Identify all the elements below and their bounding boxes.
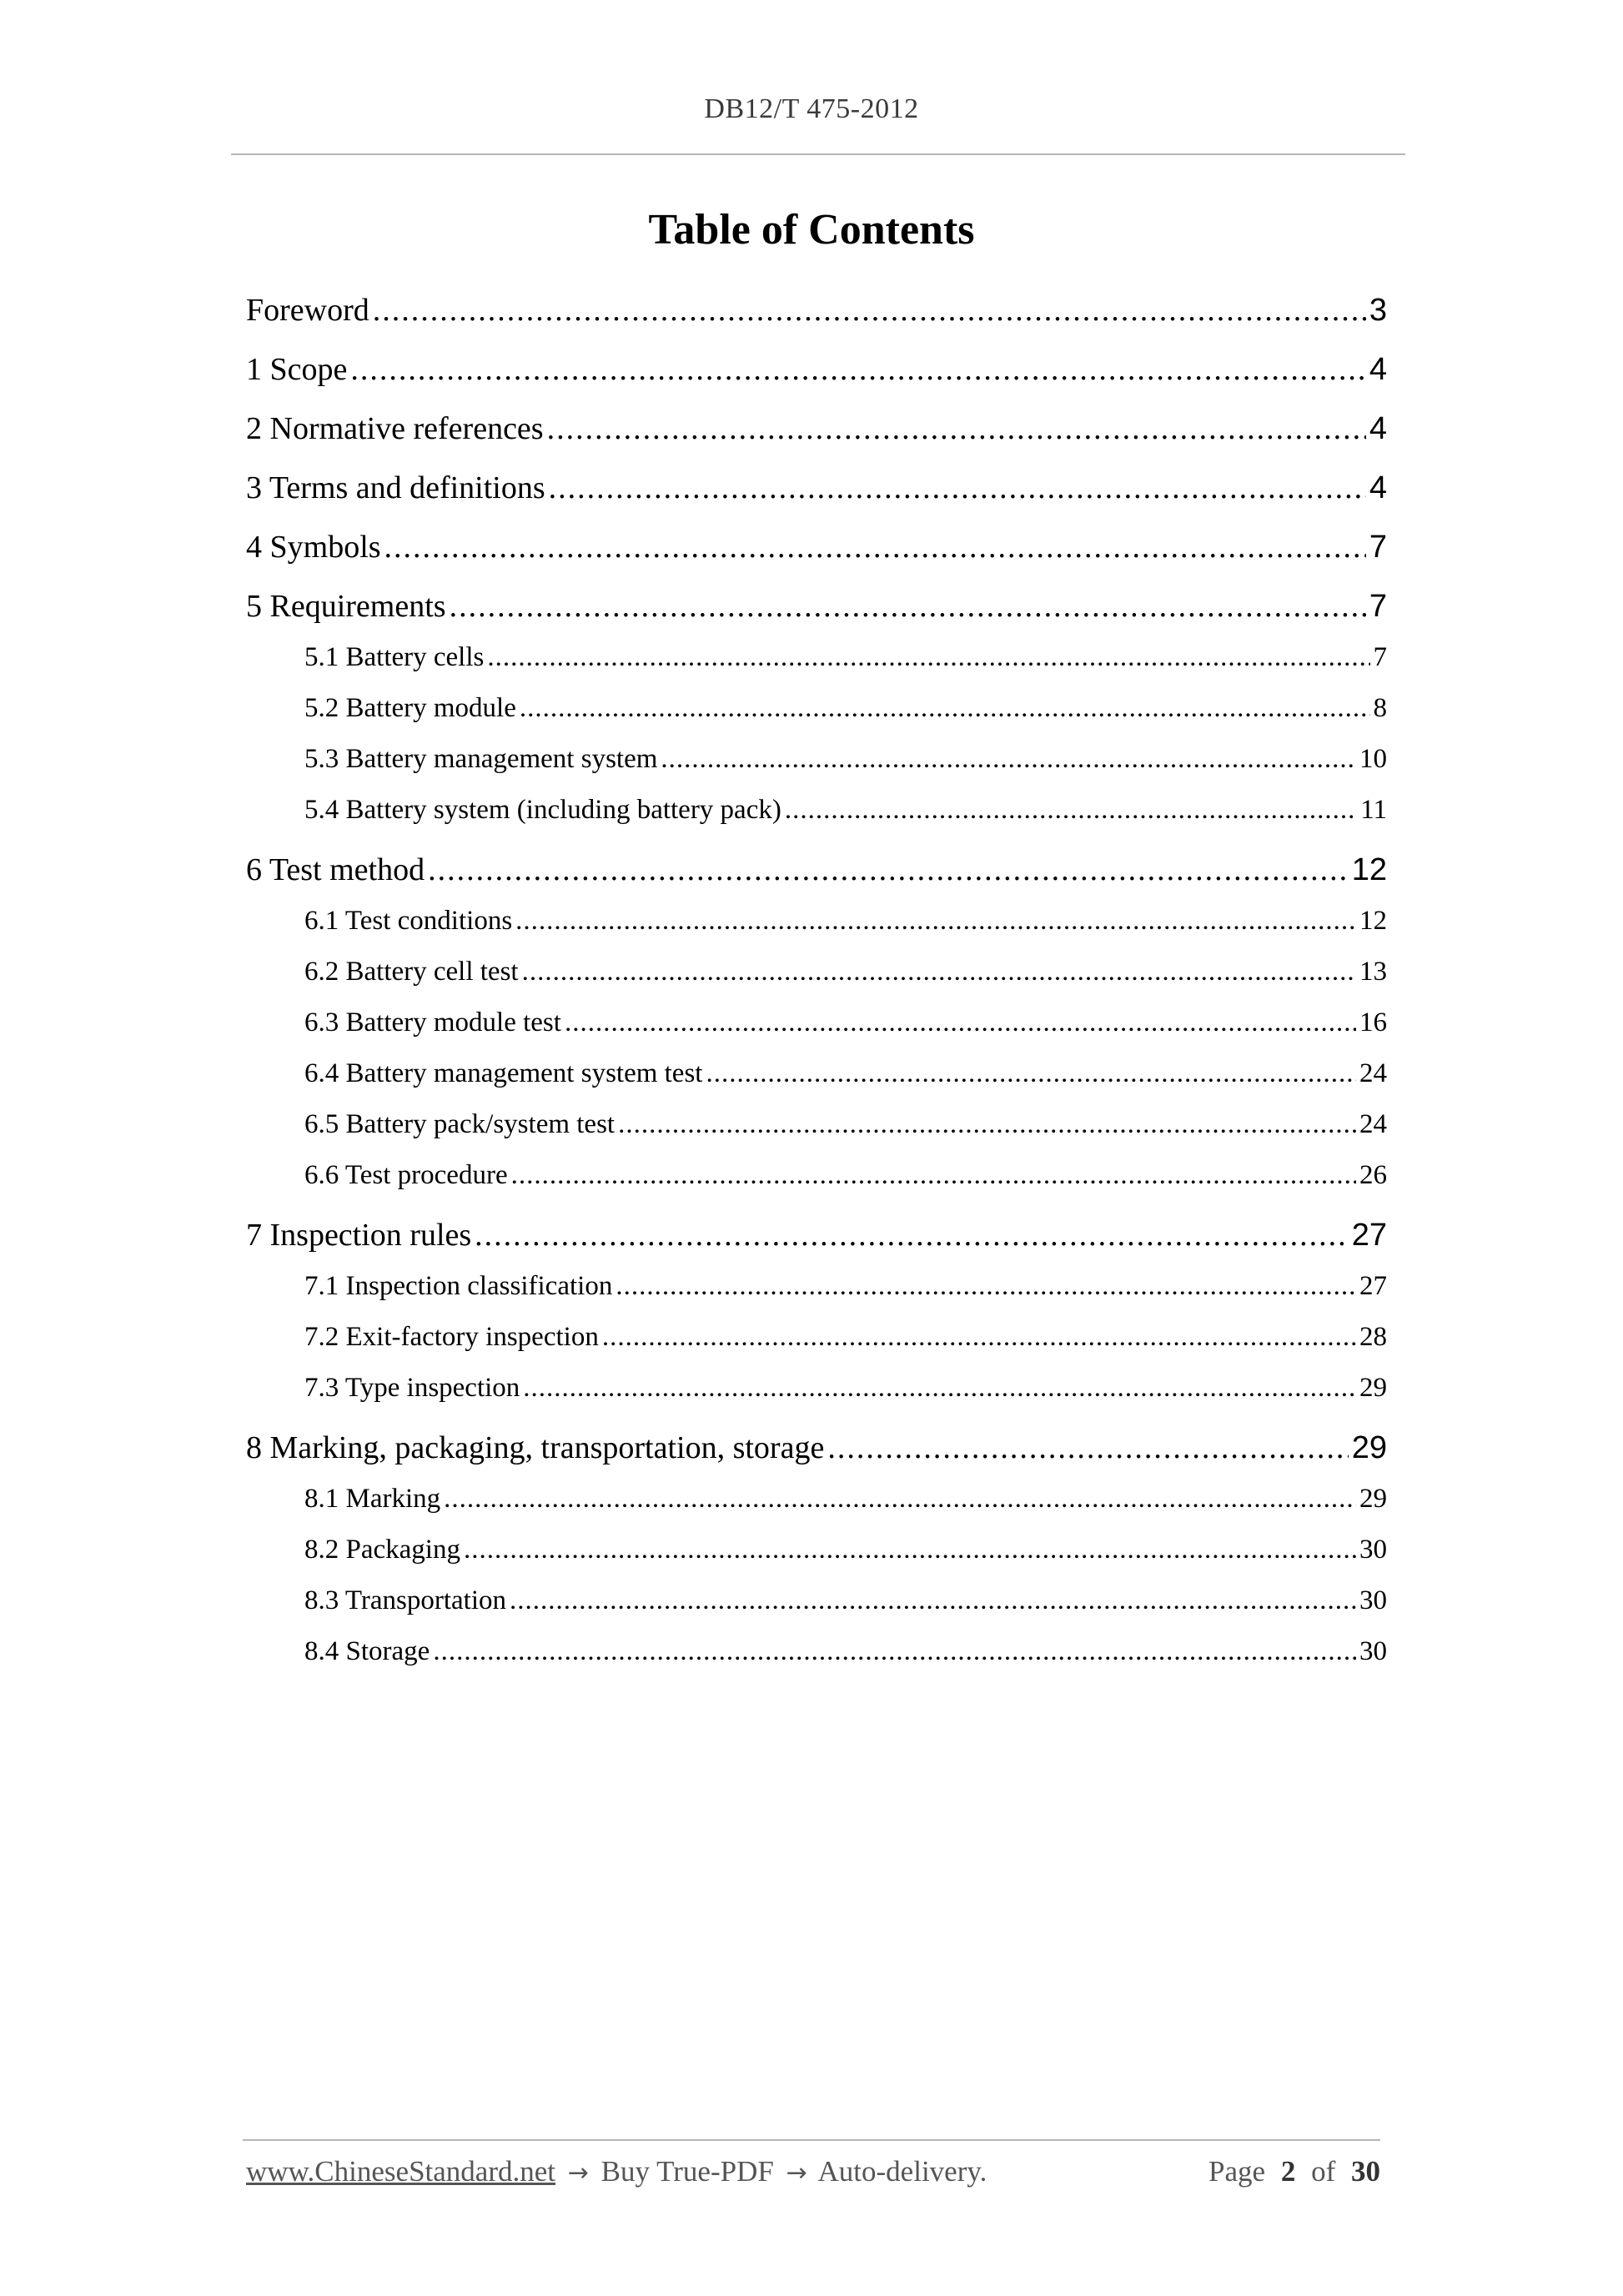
toc-entry-scope[interactable] <box>246 351 1387 393</box>
page-footer <box>246 2155 1380 2188</box>
dot-leader <box>444 1484 1356 1515</box>
toc-entry-page: 26 <box>1359 1160 1387 1190</box>
dot-leader <box>450 588 1366 625</box>
toc-entry-label: Foreword <box>246 293 369 328</box>
toc-entry-packaging[interactable] <box>304 1535 1387 1571</box>
toc-entry-marking-packaging[interactable] <box>246 1429 1387 1471</box>
toc-entry-page: 13 <box>1359 957 1387 987</box>
toc-entry-page: 16 <box>1359 1007 1387 1037</box>
page-indicator <box>1208 2155 1380 2188</box>
footer-divider <box>243 2139 1380 2141</box>
toc-entry-battery-cells[interactable] <box>304 642 1387 679</box>
toc-entry-normative-references[interactable] <box>246 410 1387 452</box>
dot-leader <box>384 529 1366 565</box>
toc-entry-terms-and-definitions[interactable] <box>246 470 1387 511</box>
toc-entry-label: 6.6 Test procedure <box>304 1160 508 1190</box>
toc-entry-page: 30 <box>1359 1585 1387 1615</box>
dot-leader <box>350 351 1365 388</box>
toc-entry-battery-pack-system-test[interactable] <box>304 1109 1387 1146</box>
dot-leader <box>602 1322 1356 1353</box>
toc-entry-battery-system[interactable] <box>304 795 1387 831</box>
auto-delivery-text: Auto-delivery. <box>817 2155 987 2188</box>
toc-entry-battery-module[interactable] <box>304 693 1387 730</box>
dot-leader <box>428 852 1349 888</box>
toc-entry-page: 3 <box>1369 293 1387 328</box>
toc-entry-label: 6 Test method <box>246 852 425 887</box>
toc-entry-page: 12 <box>1351 852 1387 887</box>
header-divider <box>231 153 1405 155</box>
toc-entry-label: 3 Terms and definitions <box>246 470 545 505</box>
toc-entry-page: 24 <box>1359 1058 1387 1088</box>
page-word: Page <box>1208 2155 1266 2188</box>
dot-leader <box>433 1636 1356 1667</box>
toc-entry-label: 7.3 Type inspection <box>304 1373 520 1403</box>
toc-entry-label: 6.3 Battery module test <box>304 1007 561 1037</box>
dot-leader <box>487 642 1369 673</box>
toc-entry-label: 5 Requirements <box>246 589 446 624</box>
toc-entry-page: 4 <box>1369 470 1387 505</box>
dot-leader <box>522 957 1356 987</box>
toc-entry-label: 2 Normative references <box>246 411 544 446</box>
toc-entry-label: 8.1 Marking <box>304 1484 441 1514</box>
toc-entry-battery-cell-test[interactable] <box>304 957 1387 993</box>
toc-entry-label: 8 Marking, packaging, transportation, storage <box>246 1430 825 1465</box>
toc-entry-exit-factory-inspection[interactable] <box>304 1322 1387 1359</box>
toc-entry-page: 29 <box>1359 1373 1387 1403</box>
toc-entry-inspection-rules[interactable] <box>246 1217 1387 1259</box>
toc-entry-label: 6.2 Battery cell test <box>304 957 519 987</box>
toc-entry-page: 11 <box>1360 795 1387 825</box>
toc-entry-page: 29 <box>1359 1484 1387 1514</box>
of-word: of <box>1311 2155 1336 2188</box>
toc-entry-label: 7 Inspection rules <box>246 1218 472 1253</box>
current-page-number: 2 <box>1280 2155 1296 2188</box>
toc-entry-page: 4 <box>1369 411 1387 446</box>
toc-entry-page: 12 <box>1359 906 1387 936</box>
toc-entry-foreword[interactable] <box>246 292 1387 334</box>
toc-entry-bms-test[interactable] <box>304 1058 1387 1095</box>
toc-entry-label: 1 Scope <box>246 352 348 387</box>
toc-entry-storage[interactable] <box>304 1636 1387 1673</box>
toc-entry-label: 7.2 Exit-factory inspection <box>304 1322 599 1352</box>
dot-leader <box>618 1109 1356 1140</box>
toc-entry-test-method[interactable] <box>246 852 1387 893</box>
toc-entry-label: 5.1 Battery cells <box>304 642 485 672</box>
toc-entry-battery-module-test[interactable] <box>304 1007 1387 1044</box>
toc-entry-label: 6.5 Battery pack/system test <box>304 1109 616 1139</box>
website-link[interactable]: www.ChineseStandard.net <box>246 2155 555 2188</box>
dot-leader <box>464 1535 1356 1565</box>
toc-entry-battery-management-system[interactable] <box>304 744 1387 781</box>
toc-entry-label: 4 Symbols <box>246 530 381 565</box>
toc-entry-page: 4 <box>1369 352 1387 387</box>
toc-entry-page: 29 <box>1351 1430 1387 1465</box>
toc-entry-inspection-classification[interactable] <box>304 1271 1387 1308</box>
dot-leader <box>616 1271 1356 1302</box>
toc-entry-page: 30 <box>1359 1636 1387 1666</box>
toc-entry-marking[interactable] <box>304 1484 1387 1520</box>
toc-entry-label: 8.4 Storage <box>304 1636 430 1666</box>
dot-leader <box>523 1373 1356 1404</box>
dot-leader <box>706 1058 1356 1089</box>
toc-entry-page: 10 <box>1359 744 1387 774</box>
dot-leader <box>520 693 1370 724</box>
toc-entry-label: 5.2 Battery module <box>304 693 516 723</box>
document-code-header: DB12/T 475-2012 <box>704 93 919 124</box>
toc-entry-label: 5.3 Battery management system <box>304 744 658 774</box>
toc-entry-label: 7.1 Inspection classification <box>304 1271 613 1301</box>
dot-leader <box>515 906 1356 937</box>
dot-leader <box>661 744 1356 775</box>
dot-leader <box>785 795 1357 826</box>
toc-entry-symbols[interactable] <box>246 529 1387 570</box>
dot-leader <box>827 1429 1348 1466</box>
toc-entry-page: 7 <box>1373 642 1387 672</box>
toc-entry-page: 28 <box>1359 1322 1387 1352</box>
arrow-right-icon: → <box>786 2158 807 2188</box>
toc-entry-test-procedure[interactable] <box>304 1160 1387 1197</box>
total-pages-number: 30 <box>1351 2155 1380 2188</box>
toc-entry-page: 7 <box>1369 589 1387 624</box>
dot-leader <box>475 1217 1349 1254</box>
dot-leader <box>565 1007 1356 1038</box>
toc-entry-label: 8.3 Transportation <box>304 1585 507 1615</box>
dot-leader <box>373 292 1366 329</box>
toc-title: Table of Contents <box>648 206 975 254</box>
dot-leader <box>547 410 1366 447</box>
footer-links <box>246 2155 987 2188</box>
arrow-right-icon: → <box>567 2158 589 2188</box>
dot-leader <box>549 470 1366 506</box>
toc-entry-requirements[interactable] <box>246 588 1387 630</box>
toc-entry-page: 8 <box>1373 693 1387 723</box>
toc-entry-page: 30 <box>1359 1535 1387 1565</box>
toc-entry-label: 6.1 Test conditions <box>304 906 513 936</box>
toc-entry-label: 8.2 Packaging <box>304 1535 460 1565</box>
dot-leader <box>511 1160 1356 1191</box>
toc-entry-label: 5.4 Battery system (including battery pack) <box>304 795 781 825</box>
buy-pdf-text: Buy True-PDF <box>600 2155 774 2188</box>
toc-entry-type-inspection[interactable] <box>304 1373 1387 1409</box>
toc-entry-transportation[interactable] <box>304 1585 1387 1622</box>
dot-leader <box>510 1585 1356 1616</box>
toc-entry-page: 27 <box>1359 1271 1387 1301</box>
toc-entry-page: 24 <box>1359 1109 1387 1139</box>
toc-entry-page: 7 <box>1369 530 1387 565</box>
toc-entry-page: 27 <box>1351 1218 1387 1253</box>
toc-entry-test-conditions[interactable] <box>304 906 1387 942</box>
toc-entry-label: 6.4 Battery management system test <box>304 1058 703 1088</box>
